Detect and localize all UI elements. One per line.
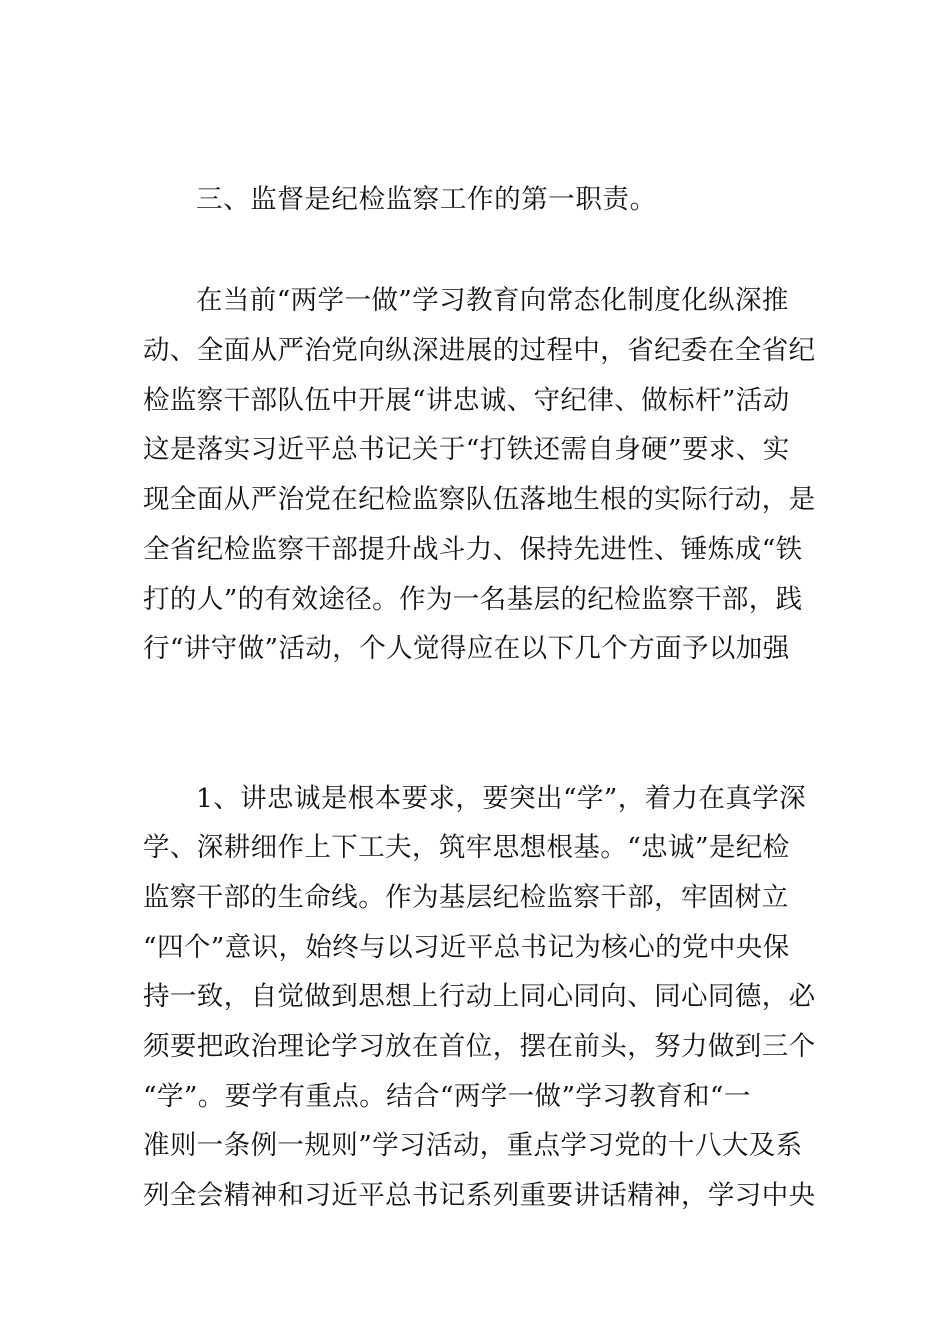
paragraph-1-line: 现全面从严治党在纪检监察队伍落地生根的实际行动，是 (143, 484, 816, 515)
section-heading: 三、监督是纪检监察工作的第一职责。 (196, 184, 657, 215)
paragraph-2-line: “四个”意识，始终与以习近平总书记为核心的党中央保 (143, 932, 790, 963)
paragraph-2-line: 学、深耕细作上下工夫，筑牢思想根基。“忠诚”是纪检 (143, 832, 790, 863)
paragraph-2-line: 监察干部的生命线。作为基层纪检监察干部，牢固树立 (143, 882, 789, 913)
paragraph-1-line: 在当前“两学一做”学习教育向常态化制度化纵深推 (196, 285, 789, 316)
paragraph-1-line: 动、全面从严治党向纵深进展的过程中，省纪委在全省纪 (143, 335, 816, 366)
paragraph-2-line: “学”。要学有重点。结合“两学一做”学习教育和“一 (143, 1081, 751, 1112)
paragraph-2-line: 须要把政治理论学习放在首位，摆在前头，努力做到三个 (143, 1031, 816, 1062)
paragraph-1-line: 检监察干部队伍中开展“讲忠诚、守纪律、做标杆”活动 (143, 385, 790, 416)
paragraph-2-line: 持一致，自觉做到思想上行动上同心同向、同心同德，必 (143, 981, 816, 1012)
paragraph-2-line: 1、讲忠诚是根本要求，要突出“学”，着力在真学深 (196, 783, 807, 814)
paragraph-1-line: 全省纪检监察干部提升战斗力、保持先进性、锤炼成“铁 (143, 534, 803, 565)
paragraph-1-line: 这是落实习近平总书记关于“打铁还需自身硬”要求、实 (143, 434, 790, 465)
paragraph-1-line: 行“讲守做”活动，个人觉得应在以下几个方面予以加强 (143, 633, 790, 664)
paragraph-2-line: 准则一条例一规则”学习活动，重点学习党的十八大及系 (143, 1130, 803, 1161)
paragraph-2-line: 列全会精神和习近平总书记系列重要讲话精神，学习中央 (143, 1180, 816, 1211)
paragraph-1-line: 打的人”的有效途径。作为一名基层的纪检监察干部，践 (143, 584, 803, 615)
